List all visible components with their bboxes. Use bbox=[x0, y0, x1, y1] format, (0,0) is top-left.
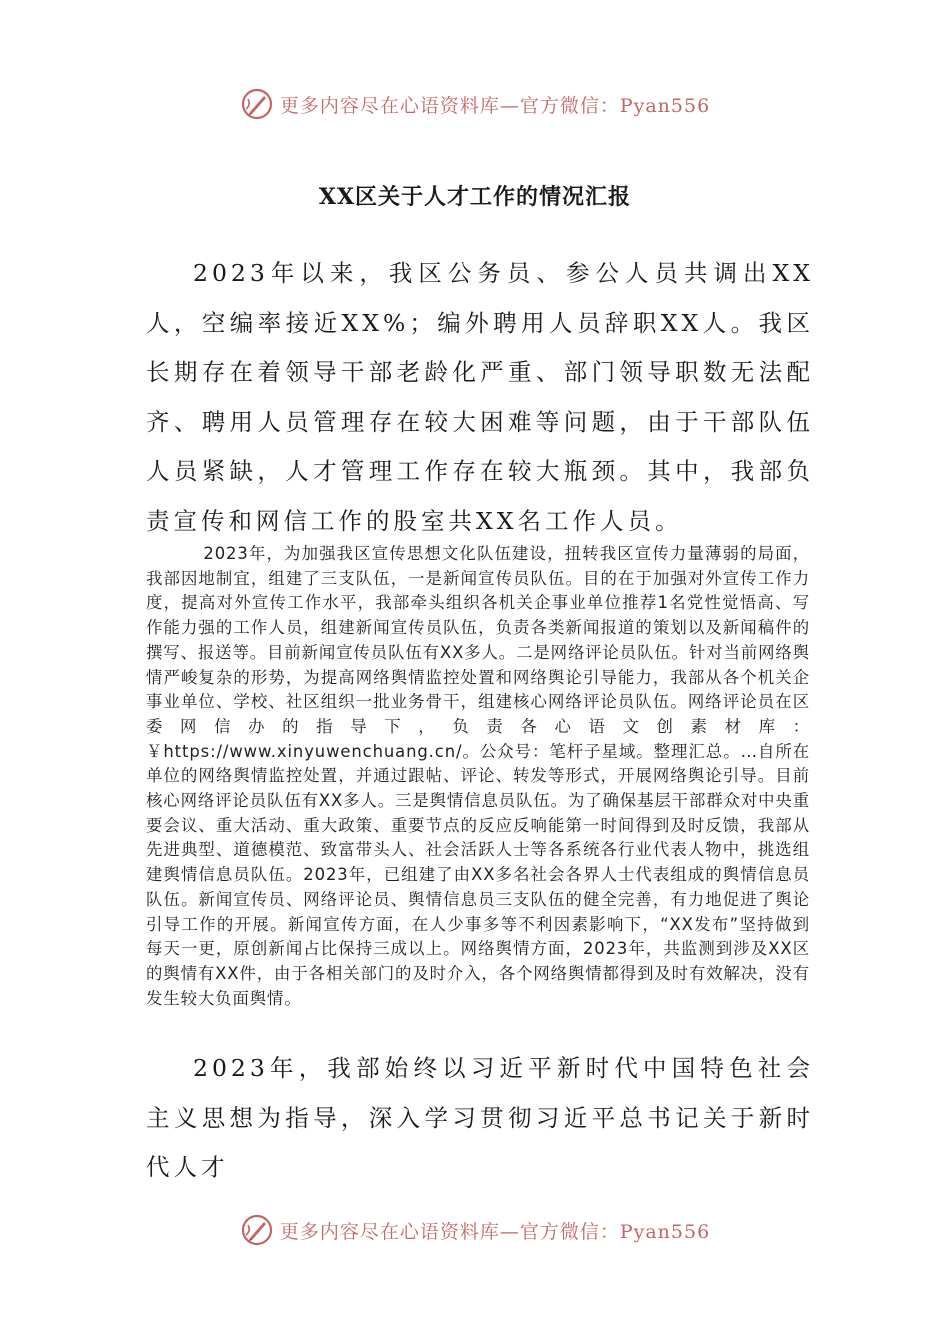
document-title: XX区关于人才工作的情况汇报 bbox=[318, 184, 632, 210]
header-banner-text: 更多内容尽在心语资料库—官方微信：Pyan556 bbox=[279, 94, 711, 117]
header-banner bbox=[0, 82, 950, 126]
footer-banner bbox=[0, 1208, 950, 1252]
pen-logo-icon bbox=[240, 1213, 274, 1247]
pen-logo-icon bbox=[240, 87, 274, 121]
paragraph-team-building: 2023年，为加强我区宣传思想文化队伍建设，扭转我区宣传力量薄弱的局面，我部因地制宜，组建了三支队伍，一是新闻宣传员队伍。目的在于加强对外宣传工作力度，提高对外宣传工作水平，我部牵头组织各机关企事业单位推荐1名党性觉悟高、写作能力强的工作人员，组建新闻宣传员队伍，负责各类新闻报道的策划以及新闻稿件的撰写、报送等。目前新闻宣传员队伍有XX多人。二是网络评论员队伍。针对当前网络舆情严峻复杂的形势，为提高网络舆情监控处置和网络舆论引导能力，我部从各个机关企事业单位、学校、社区组织一批业务骨干，组建核心网络评论员队伍。网络评论员在区委网信办的指导下，负责各心语文创素材库：￥https://www.xinyuwenchuang.cn/。公众号：笔杆子星域。整理汇总。…自所在单位的网络舆情监控处置，并通过跟帖、评论、转发等形式，开展网络舆论引导。目前核心网络评论员队伍有XX多人。三是舆情信息员队伍。为了确保基层干部群众对中央重要会议、重大活动、重大政策、重要节点的反应反响能第一时间得到及时反馈，我部从先进典型、道德模范、致富带头人、社会活跃人士等各系统各行业代表人物中，挑选组建舆情信息员队伍。2023年，已组建了由XX多名社会各界人士代表组成的舆情信息员队伍。新闻宣传员、网络评论员、舆情信息员三支队伍的健全完善，有力地促进了舆论引导工作的开展。新闻宣传方面，在人少事多等不利因素影响下，“XX发布”坚持做到每天一更，原创新闻占比保持三成以上。网络舆情方面，2023年，共监测到涉及XX区的舆情有XX件，由于各相关部门的及时介入，各个网络舆情都得到及时有效解决，没有发生较大负面舆情。 bbox=[146, 544, 811, 1008]
footer-banner-text: 更多内容尽在心语资料库—官方微信：Pyan556 bbox=[279, 1220, 711, 1243]
paragraph-guidance: 2023年，我部始终以习近平新时代中国特色社会主义思想为指导，深入学习贯彻习近平总书记关于新时代人才 bbox=[146, 1054, 814, 1181]
paragraph-intro: 2023年以来，我区公务员、参公人员共调出XX人，空编率接近XX%；编外聘用人员辞职XX人。我区长期存在着领导干部老龄化严重、部门领导职数无法配齐、聘用人员管理存在较大困难等问题，由于干部队伍人员紧缺，人才管理工作存在较大瓶颈。其中，我部负责宣传和网信工作的股室共XX名工作人员。 bbox=[146, 259, 814, 535]
